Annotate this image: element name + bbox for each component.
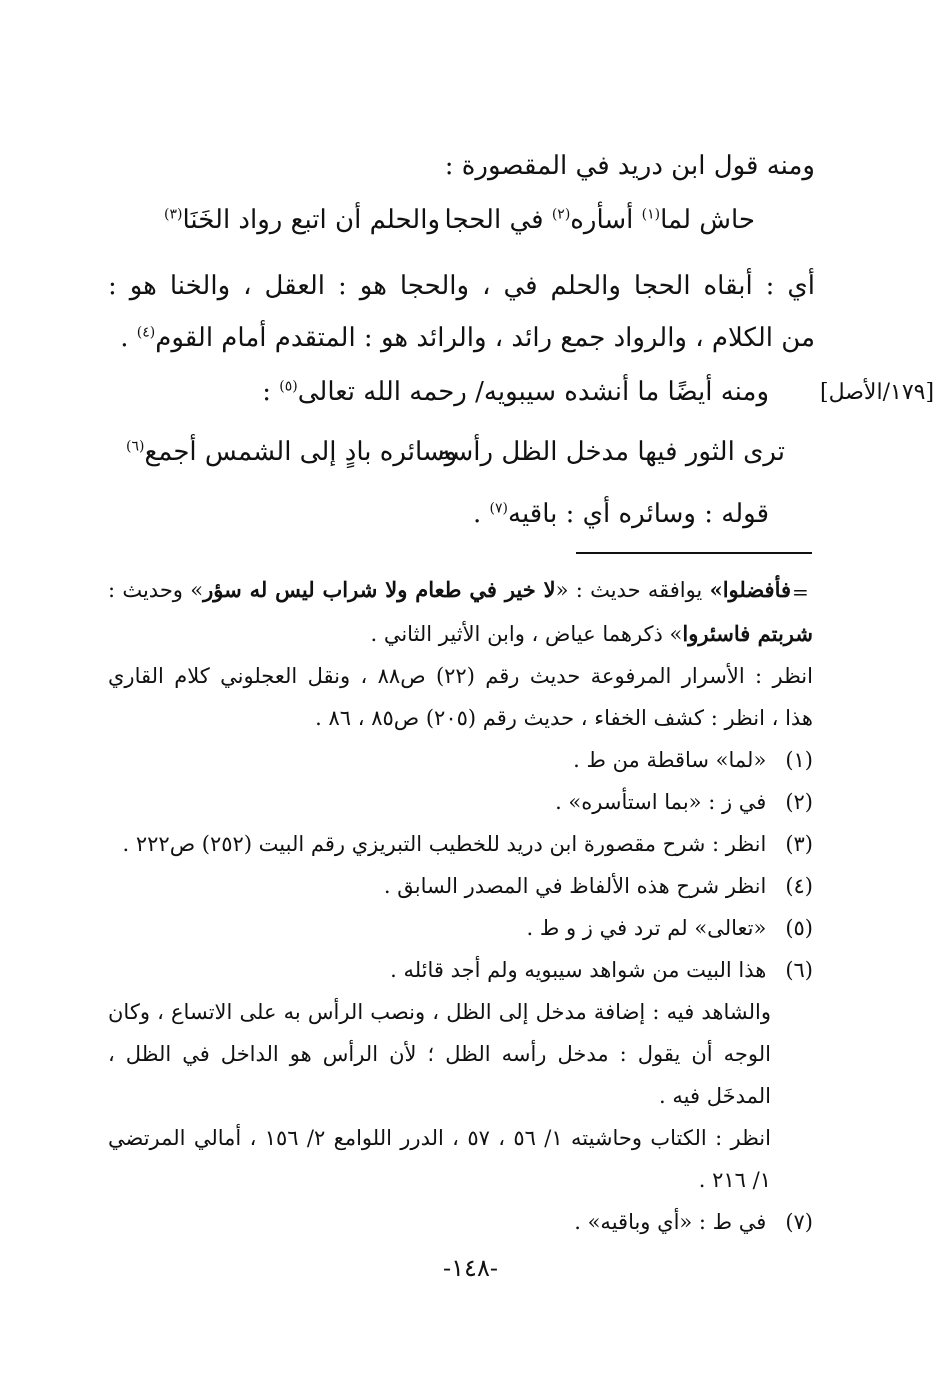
footnote-6-line5: انظر : الكتاب وحاشيته ١/ ٥٦ ، ٥٧ ، الدرر اللوامع ٢/ ١٥٦ ، أمالي المرتضي	[108, 1126, 771, 1150]
footnote-separator	[576, 552, 812, 554]
footnote-5: (٥) «تعالى» لم ترد في ز و ط .	[526, 916, 813, 940]
footnote-6-line3: الوجه أن يقول : مدخل رأسه الظل ؛ لأن الرأس هو الداخل في الظل ،	[108, 1042, 771, 1066]
verse2-first-hemistich: ترى الثور فيها مدخل الظل رأسه	[437, 437, 785, 467]
verse1-second-hemistich: والحلم أن اتبع رواد الخَنَا$^{(٣)}$	[164, 205, 440, 235]
footnote-cont-line1: فأفضلوا» يوافقه حديث : «لا خير في طعام ولا شراب ليس له سؤر» وحديث :	[108, 577, 791, 602]
footnote-2: (٢) في ز : «بما استأسره» .	[555, 790, 813, 814]
footnote-6: (٦) هذا البيت من شواهد سيبويه ولم أجد قائله .	[390, 958, 813, 982]
para1-line1: أي : أبقاه الحجا والحلم في ، والحجا هو : العقل ، والخنا هو :	[108, 271, 815, 301]
intro-line: ومنه قول ابن دريد في المقصورة :	[444, 151, 815, 181]
verse1-first-hemistich: حاش لما$^{(١)}$ أسأره$^{(٢)}$ في الحجا	[444, 205, 755, 235]
footnote-6-line6: ١/ ٢١٦ .	[698, 1168, 771, 1192]
margin-reference: [١٧٩/الأصل]	[820, 380, 935, 405]
footnote-7: (٧) في ط : «أي وباقيه» .	[574, 1210, 813, 1234]
footnote-1: (١) «لما» ساقطة من ط .	[573, 748, 813, 772]
para2-line: ومنه أيضًا ما أنشده سيبويه/ رحمه الله تعالى$^{(٥)}$ :	[262, 377, 769, 407]
footnote-cont-line3: انظر : الأسرار المرفوعة حديث رقم (٢٢) ص٨٨ ، ونقل العجلوني كلام القاري	[108, 664, 813, 688]
footnote-6-line4: المدخَل فيه .	[659, 1084, 771, 1108]
continuation-mark: =	[792, 580, 809, 604]
footnote-3: (٣) انظر : شرح مقصورة ابن دريد للخطيب التبريزي رقم البيت (٢٥٢) ص٢٢٢ .	[122, 832, 813, 856]
para1-line2: من الكلام ، والرواد جمع رائد ، والرائد هو : المتقدم أمام القوم$^{(٤)}$ .	[120, 323, 815, 353]
footnote-6-line2: والشاهد فيه : إضافة مدخل إلى الظل ، ونصب الرأس به على الاتساع ، وكان	[108, 1000, 771, 1024]
para3-line: قوله : وسائره أي : باقيه$^{(٧)}$ .	[473, 499, 769, 529]
footnote-cont-line2: شربتم فاسئروا» ذكرهما عياض ، وابن الأثير الثاني .	[370, 621, 813, 646]
footnote-4: (٤) انظر شرح هذه الألفاظ في المصدر السابق .	[383, 874, 813, 898]
footnote-cont-line4: هذا ، انظر : كشف الخفاء ، حديث رقم (٢٠٥) ص٨٥ ، ٨٦ .	[315, 706, 813, 730]
page-number: -١٤٨-	[443, 1254, 498, 1282]
verse2-second-hemistich: وسائره بادٍ إلى الشمس أجمع$^{(٦)}$	[126, 437, 458, 467]
